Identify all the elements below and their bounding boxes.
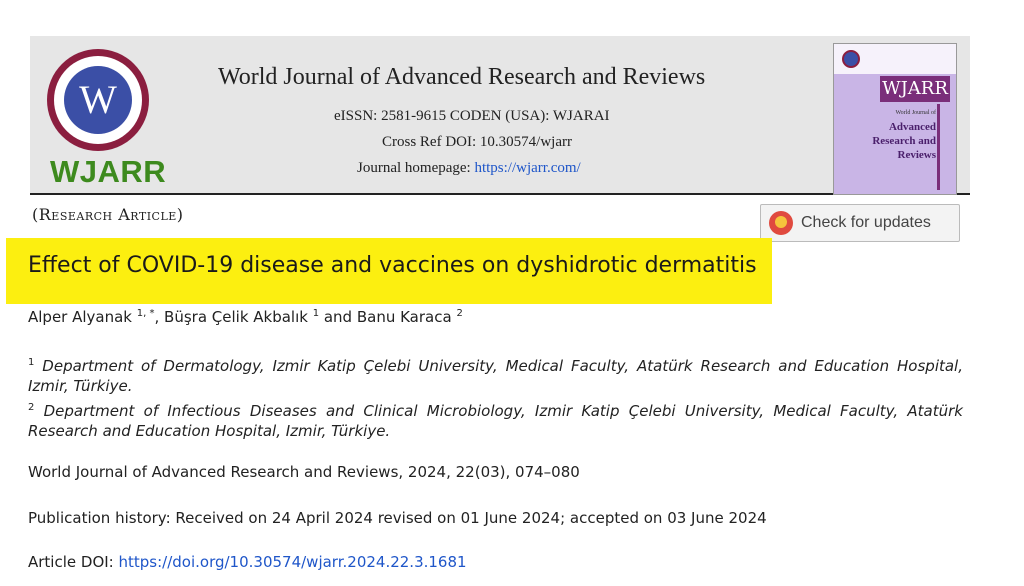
crossmark-icon — [769, 211, 793, 235]
logo-letter: W — [64, 66, 132, 134]
logo-text: WJARR — [50, 154, 167, 189]
affiliation-2: $^2$ Department of Infectious Diseases and Clinical Microbiology, Izmir Katip Çelebi University, Medical Faculty, Atatürk Research and Education Hospital, Izmir, Türkiye. — [28, 402, 963, 440]
cover-title: World Journal of Advanced Research and Reviews — [872, 110, 936, 161]
author-list: Alper Alyanak $^{1, *}$, Büşra Çelik Akbalık $^1$ and Banu Karaca $^2$ — [28, 308, 463, 326]
article-type-label: (Research Article) — [32, 205, 184, 224]
logo-ring — [47, 49, 149, 151]
crossref-doi-line: Cross Ref DOI: 10.30574/wjarr — [382, 134, 572, 150]
issn-line: eISSN: 2581-9615 CODEN (USA): WJARAI — [334, 108, 610, 124]
publication-history: Publication history: Received on 24 April 2024 revised on 01 June 2024; accepted on 03 June 2024 — [28, 509, 767, 527]
check-for-updates-button[interactable] — [760, 204, 960, 242]
citation-line: World Journal of Advanced Research and Reviews, 2024, 22(03), 074–080 — [28, 463, 580, 481]
homepage-link[interactable]: https://wjarr.com/ — [474, 160, 581, 176]
article-title: Effect of COVID-19 disease and vaccines on dyshidrotic dermatitis — [28, 253, 757, 278]
doi-link[interactable]: https://doi.org/10.30574/wjarr.2024.22.3.1681 — [118, 553, 467, 571]
cover-banner: WJARR — [880, 76, 950, 102]
journal-header — [30, 36, 970, 195]
check-for-updates-label: Check for updates — [801, 214, 931, 231]
journal-title: World Journal of Advanced Research and Reviews — [218, 64, 706, 90]
cover-logo-icon — [842, 50, 860, 68]
homepage-line — [357, 160, 581, 177]
doi-label: Article DOI: — [28, 553, 119, 571]
affiliation-1: $^1$ Department of Dermatology, Izmir Katip Çelebi University, Medical Faculty, Atatürk Research and Education Hospital, Izmir, Türkiye. — [28, 357, 963, 395]
article-doi-line — [28, 553, 467, 571]
homepage-label: Journal homepage: — [357, 160, 475, 176]
journal-cover-thumbnail — [833, 43, 957, 195]
journal-logo — [40, 44, 170, 189]
